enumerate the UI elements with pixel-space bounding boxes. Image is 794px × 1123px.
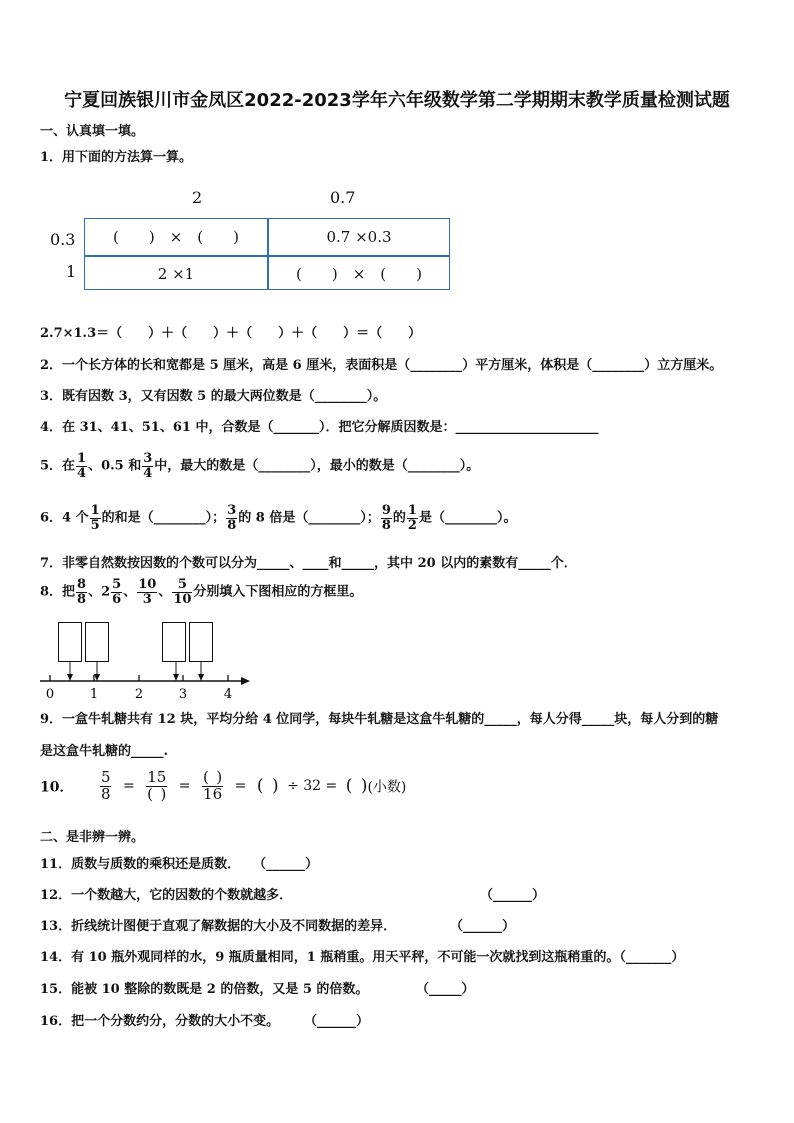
q6-fraction-4-denominator: 2	[407, 517, 417, 533]
q8-fraction-3-numerator: 10	[138, 577, 157, 592]
number-line	[36, 660, 256, 700]
q8-fraction-2-denominator: 6	[112, 591, 122, 607]
q5-fraction-1	[76, 452, 87, 480]
q8-fraction-2-numerator: 5	[112, 577, 122, 592]
answer-box-1	[58, 622, 82, 662]
q6-fraction-3	[381, 504, 392, 532]
pointer-1-arrowhead	[67, 674, 73, 681]
q6-fraction-1-numerator: 1	[90, 503, 100, 518]
multiplication-grid	[84, 218, 450, 290]
section-2-heading: 二、是非辨一辨。	[40, 830, 145, 845]
question-13-answer-blank: （______）	[450, 919, 516, 934]
q6-fraction-2	[226, 504, 237, 532]
q10-equals-3: =	[234, 778, 247, 795]
pointer-3-arrowhead	[173, 674, 179, 681]
grid-column-header-2: 0.7	[330, 188, 356, 207]
question-16-answer-blank: （______）	[304, 1014, 370, 1029]
q6-fraction-4	[407, 504, 418, 532]
question-12-answer-blank: （______）	[480, 888, 546, 903]
q10-blank-dividend: ( )	[256, 776, 279, 797]
grid-cell-r1c1: ( ) × ( )	[113, 228, 239, 246]
q10-fraction-2-numerator: 15	[147, 768, 167, 786]
q6-text-4: 的	[392, 510, 406, 526]
answer-box-4	[189, 622, 213, 662]
tick-label-2: 2	[134, 687, 144, 700]
page-title: 宁夏回族银川市金凤区2022-2023学年六年级数学第二学期期末教学质量检测试题	[64, 90, 730, 111]
q6-fraction-1-denominator: 5	[90, 517, 100, 533]
question-13: 13．折线统计图便于直观了解数据的大小及不同数据的差异．	[40, 919, 397, 934]
question-6	[40, 504, 516, 532]
question-2: 2．一个长方体的长和宽都是 5 厘米，高是 6 厘米，表面积是（________）平方厘米，体积是（________）立方厘米。	[40, 358, 723, 373]
q5-text-2: 、0.5 和	[88, 458, 142, 474]
grid-cell-r2c1: 2 ×1	[157, 265, 195, 283]
q10-fraction-2	[146, 770, 167, 803]
q5-fraction-2	[142, 452, 153, 480]
q8-fraction-1-numerator: 8	[77, 577, 87, 592]
q6-text-5: 是（________）。	[418, 510, 517, 526]
q8-separator-1: 、	[88, 584, 102, 600]
q8-fraction-4	[172, 578, 192, 606]
q5-fraction-1-denominator: 4	[77, 465, 87, 481]
question-3: 3．既有因数 3，又有因数 5 的最大两位数是（________）。	[40, 389, 387, 404]
question-11: 11．质数与质数的乘积还是质数． （______）	[40, 857, 319, 872]
question-1: 1．用下面的方法算一算。	[40, 150, 193, 165]
q10-equals-2: =	[178, 778, 191, 795]
q8-fraction-4-numerator: 5	[172, 578, 192, 593]
grid-cell-r2c2: ( ) × ( )	[296, 265, 422, 283]
q10-fraction-1-denominator: 8	[100, 784, 111, 803]
q10-equals-1: =	[122, 778, 135, 795]
q6-fraction-2-denominator: 8	[227, 517, 237, 533]
grid-cell-r1c2: 0.7 ×0.3	[326, 228, 392, 246]
q8-fraction-4-denominator: 10	[173, 591, 192, 607]
q8-separator-2: 、	[123, 584, 137, 600]
q10-blank-result: ( )	[345, 776, 368, 797]
q8-fraction-2	[111, 578, 122, 606]
q6-fraction-2-numerator: 3	[227, 503, 237, 518]
question-7: 7．非零自然数按因数的个数可以分为_____、____和_____，其中 20 以内的素数有_____个．	[40, 556, 577, 571]
q8-text-2: 分别填入下图相应的方框里。	[193, 584, 363, 600]
q10-fraction-3-blank-numerator: ( )	[202, 768, 223, 786]
question-15-answer-blank: （_____）	[416, 982, 475, 997]
q10-label: 10．	[40, 779, 74, 796]
grid-column-header-1: 2	[192, 188, 203, 207]
q5-fraction-2-numerator: 3	[143, 451, 153, 466]
q5-fraction-1-numerator: 1	[77, 451, 87, 466]
q10-fraction-1-numerator: 5	[100, 768, 111, 786]
question-1-equation: 2.7×1.3＝（ ）＋（ ）＋（ ）＋（ ）＝（ ）	[40, 326, 422, 341]
question-9-line-2: 是这盒牛轧糖的_____.	[40, 744, 169, 759]
q6-text-1: 6．4 个	[40, 510, 89, 526]
q8-separator-3: 、	[158, 584, 172, 600]
grid-row-header-1: 0.3	[50, 230, 76, 249]
q10-fraction-2-blank-denominator: ( )	[147, 784, 167, 803]
q8-whole-part: 2	[101, 584, 111, 600]
grid-row-header-2: 1	[66, 262, 77, 281]
question-15: 15．能被 10 整除的数既是 2 的倍数，又是 5 的倍数。	[40, 982, 369, 997]
pointer-4-arrowhead	[198, 674, 204, 681]
q6-fraction-3-denominator: 8	[381, 517, 391, 533]
question-16: 16．把一个分数约分，分数的大小不变。	[40, 1014, 280, 1029]
q10-fraction-3-denominator: 16	[203, 784, 223, 803]
section-1-heading: 一、认真填一填。	[40, 124, 145, 139]
question-5	[40, 452, 479, 480]
question-12: 12．一个数越大，它的因数的个数就越多．	[40, 888, 293, 903]
tick-label-1: 1	[89, 687, 99, 700]
answer-box-2	[85, 622, 109, 662]
q6-fraction-3-numerator: 9	[381, 503, 391, 518]
q5-fraction-2-denominator: 4	[143, 465, 153, 481]
tick-label-4: 4	[223, 687, 233, 700]
pointer-2-arrowhead	[94, 674, 100, 681]
q5-text-3: 中，最大的数是（________），最小的数是（________）。	[154, 458, 480, 474]
question-14: 14．有 10 瓶外观同样的水，9 瓶质量相同，1 瓶稍重。用天平秤，不可能一次就找到这瓶稍重的。（_______）	[40, 950, 685, 965]
q6-text-3: 的 8 倍是（________）；	[238, 510, 380, 526]
q8-fraction-1-denominator: 8	[77, 591, 87, 607]
q6-fraction-1	[90, 504, 101, 532]
q8-text-1: 8．把	[40, 584, 76, 600]
question-10	[40, 770, 406, 803]
q6-text-2: 的和是（________）；	[101, 510, 226, 526]
q8-fraction-3	[137, 578, 157, 606]
tick-label-0: 0	[45, 687, 55, 700]
q10-fraction-1	[100, 770, 112, 803]
question-4: 4．在 31、41、51、61 中，合数是（_______）．把它分解质因数是：______________________	[40, 420, 599, 435]
q5-text-1: 5．在	[40, 458, 76, 474]
tick-label-3: 3	[178, 687, 188, 700]
q8-fraction-3-denominator: 3	[142, 591, 152, 607]
q8-fraction-1	[76, 578, 87, 606]
q10-fraction-3	[202, 770, 223, 803]
question-8	[40, 578, 362, 606]
question-9-line-1: 9．一盒牛轧糖共有 12 块，平均分给 4 位同学，每块牛轧糖是这盒牛轧糖的_____，每人分得_____块，每人分到的糖	[40, 712, 719, 727]
q6-fraction-4-numerator: 1	[407, 503, 417, 518]
number-line-arrowhead	[241, 677, 250, 685]
q10-suffix: (小数)	[367, 779, 407, 796]
q10-division: ÷ 32 =	[287, 778, 338, 795]
answer-box-3	[162, 622, 186, 662]
